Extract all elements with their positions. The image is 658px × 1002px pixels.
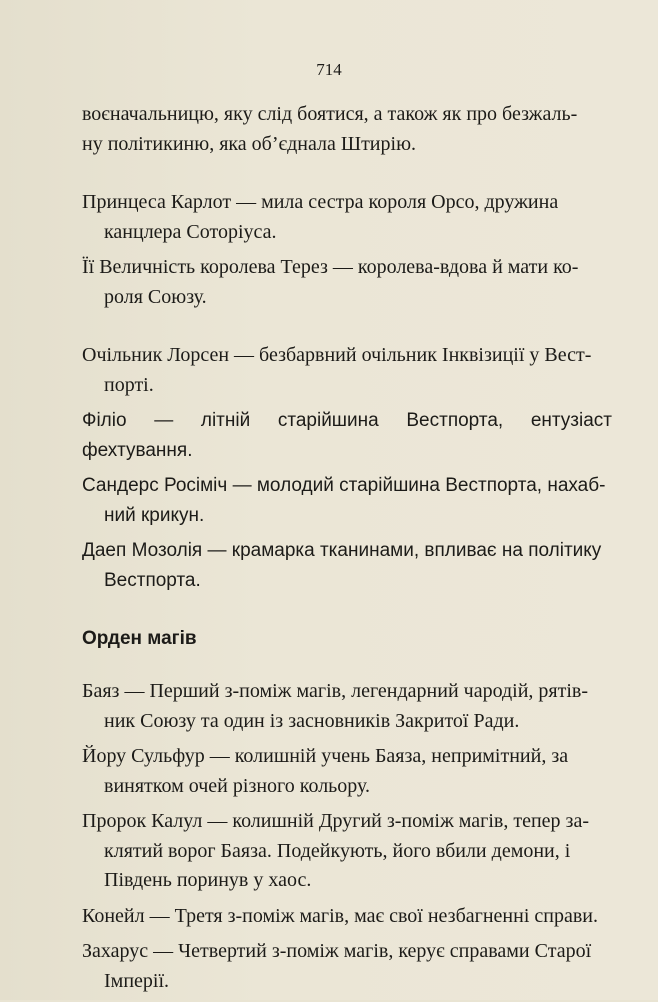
entry-terez	[82, 253, 612, 312]
text-line: Принцеса Карлот — мила сестра короля Орсо, дружина	[82, 191, 559, 213]
text-line: воєначальницю, яку слід боятися, а також як про безжаль-	[82, 103, 578, 125]
text-line: Баяз — Перший з-поміж магів, легендарний чародій, рятів-	[82, 680, 589, 702]
text-line: клятий ворог Баяза. Подейкують, його вбили демони, і	[104, 839, 571, 862]
text-line: Вестпорта.	[104, 569, 201, 591]
text-line: порті.	[104, 373, 154, 396]
text-line: Очільник Лорсен — безбарвний очільник Інквізиції у Вест-	[82, 344, 592, 366]
entry-lorsen	[82, 341, 612, 400]
entry-carlot	[82, 188, 612, 247]
text-line: Сандерс Росіміч — молодий старійшина Вестпорта, нахаб-	[82, 475, 606, 496]
text-line: Її Величність королева Терез — королева-вдова й мати ко-	[82, 256, 579, 278]
entry-khalul	[82, 807, 612, 896]
entry-daep	[82, 536, 612, 595]
text-line: Південь поринув у хаос.	[104, 869, 312, 891]
text-line: роля Союзу.	[104, 285, 207, 308]
paragraph-continuation	[82, 100, 612, 159]
text-line: Імперії.	[104, 969, 170, 992]
text-line: Йору Сульфур — колишній учень Баяза, непримітний, за	[82, 745, 569, 767]
text-line: ник Союзу та один із засновників Закритої Ради.	[104, 709, 520, 732]
section-heading: Орден магів	[82, 628, 197, 649]
text-line: канцлера Соторіуса.	[104, 220, 277, 243]
page-number: 714	[316, 60, 342, 79]
entry-sanders	[82, 471, 612, 530]
text-line: ну політикиню, яка об’єднала Штирію.	[82, 132, 417, 155]
text-line: Конейл — Третя з-поміж магів, має свої незбагненні справи.	[82, 904, 598, 927]
text-line: Даеп Мозолія — крамарка тканинами, впливає на політику	[82, 540, 602, 561]
text-line: винятком очей різного кольору.	[104, 774, 371, 797]
entry-cawneil	[82, 902, 612, 932]
text-line: ний крикун.	[104, 504, 205, 526]
text-line: Захарус — Четвертий з-поміж магів, керує справами Старої	[82, 940, 592, 962]
text-line: Філіо — літній старійшина Вестпорта, ентузіаст фехтування.	[82, 410, 612, 461]
entry-zacharus	[82, 937, 612, 996]
page-content	[82, 100, 612, 1002]
text-line: Пророк Калул — колишній Другий з-поміж магів, тепер за-	[82, 810, 589, 832]
entry-bayaz	[82, 677, 612, 736]
entry-yoru	[82, 742, 612, 801]
entry-filio	[82, 406, 612, 465]
